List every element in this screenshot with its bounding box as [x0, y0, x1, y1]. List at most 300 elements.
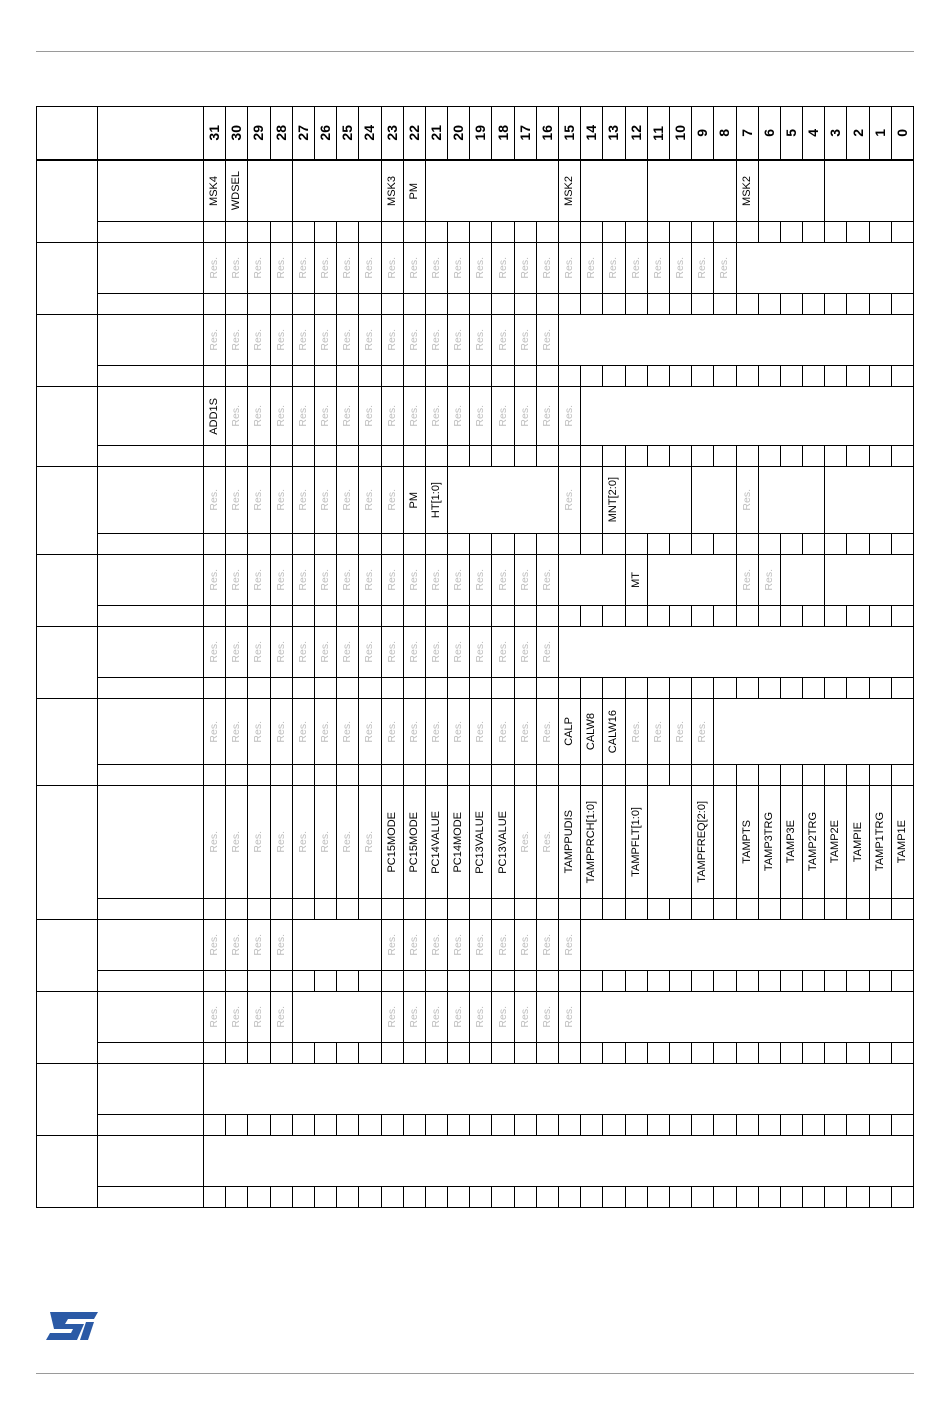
reset-value-cell: [736, 366, 758, 387]
field-pm: [403, 467, 425, 534]
reset-value-cell: [492, 971, 514, 992]
reserved-label: Res.: [319, 641, 332, 663]
reserved-bit-cell: [204, 555, 226, 606]
bit-header-10: [669, 107, 691, 161]
reset-value-cell: [603, 678, 625, 699]
reset-value-cell: [492, 1115, 514, 1136]
reset-value-cell: [625, 765, 647, 786]
reset-value-cell: [514, 446, 536, 467]
reset-value-cell: [314, 534, 336, 555]
field-add1s: [204, 387, 226, 446]
reserved-label: Res.: [474, 934, 487, 956]
reset-value-cell: [825, 606, 847, 627]
reset-value-cell: [359, 606, 381, 627]
reserved-bit-cell: [448, 243, 470, 294]
reserved-bit-cell: [337, 699, 359, 765]
reserved-bit-cell: [647, 243, 669, 294]
bit-number: 19: [472, 125, 489, 141]
reset-value-cell: [470, 446, 492, 467]
reset-value-cell: [692, 1187, 714, 1208]
reset-value-cell: [492, 678, 514, 699]
reserved-bit-cell: [581, 243, 603, 294]
reserved-label: Res.: [208, 720, 221, 743]
reserved-label: Res.: [762, 569, 775, 591]
reset-value-row: [37, 366, 914, 387]
reserved-bit-cell: [359, 387, 381, 446]
reset-value-cell: [248, 1115, 270, 1136]
bit-header-22: [403, 107, 425, 161]
reset-value-label-cell: [98, 606, 204, 627]
offset-cell: [37, 992, 98, 1064]
reserved-bit-cell: [514, 315, 536, 366]
empty-field-cell: [647, 786, 691, 899]
reserved-label: Res.: [252, 569, 265, 591]
reset-value-cell: [647, 606, 669, 627]
reset-value-cell: [603, 765, 625, 786]
reset-value-cell: [248, 294, 270, 315]
reserved-label: Res.: [363, 257, 376, 279]
reserved-label: Res.: [252, 720, 265, 743]
reserved-bit-cell: [514, 627, 536, 678]
empty-field-cell: [448, 467, 559, 534]
reset-value-cell: [581, 971, 603, 992]
reset-value-cell: [470, 1115, 492, 1136]
reserved-label: Res.: [563, 257, 576, 279]
register-row: [37, 786, 914, 899]
reset-value-cell: [825, 765, 847, 786]
reserved-label: Res.: [740, 489, 753, 511]
reset-value-cell: [603, 534, 625, 555]
reset-value-cell: [869, 1187, 891, 1208]
reset-value-cell: [669, 446, 691, 467]
reserved-bit-cell: [381, 467, 403, 534]
field-calw16: [603, 699, 625, 765]
field-label: CALP: [563, 717, 576, 746]
reset-value-cell: [381, 446, 403, 467]
reset-value-cell: [248, 765, 270, 786]
bit-number: 8: [716, 129, 733, 137]
reset-value-cell: [470, 678, 492, 699]
reserved-label: Res.: [230, 405, 243, 427]
reserved-label: Res.: [540, 1006, 553, 1028]
reset-value-cell: [625, 534, 647, 555]
reserved-bit-cell: [669, 243, 691, 294]
reset-value-cell: [669, 366, 691, 387]
field-pc13value: [492, 786, 514, 899]
bit-number: 15: [561, 125, 578, 141]
reserved-label: Res.: [252, 641, 265, 663]
reset-value-cell: [825, 678, 847, 699]
empty-field-cell: [425, 160, 558, 222]
reserved-label: Res.: [252, 329, 265, 351]
empty-field-cell: [714, 699, 914, 765]
register-header-cell: [98, 107, 204, 161]
reset-value-cell: [381, 366, 403, 387]
reset-value-cell: [891, 446, 913, 467]
reset-value-cell: [204, 1043, 226, 1064]
field-label: PC15MODE: [385, 811, 398, 873]
reserved-bit-cell: [381, 387, 403, 446]
reserved-label: Res.: [385, 257, 398, 279]
reserved-bit-cell: [403, 627, 425, 678]
reserved-label: Res.: [296, 489, 309, 511]
reset-value-cell: [292, 294, 314, 315]
reset-value-cell: [891, 534, 913, 555]
reset-value-label-cell: [98, 765, 204, 786]
reserved-bit-cell: [470, 920, 492, 971]
reset-value-cell: [248, 366, 270, 387]
reset-value-cell: [825, 222, 847, 243]
reserved-label: Res.: [363, 720, 376, 743]
reset-value-cell: [514, 366, 536, 387]
reserved-label: Res.: [363, 329, 376, 351]
reset-value-cell: [381, 606, 403, 627]
reset-value-cell: [758, 1187, 780, 1208]
reset-value-cell: [803, 606, 825, 627]
reserved-bit-cell: [270, 315, 292, 366]
reserved-label: Res.: [540, 569, 553, 591]
field-label: PC14MODE: [452, 811, 465, 873]
empty-field-cell: [581, 387, 914, 446]
reset-value-cell: [559, 678, 581, 699]
reset-value-cell: [536, 294, 558, 315]
reset-value-cell: [448, 765, 470, 786]
reset-value-cell: [714, 1115, 736, 1136]
bit-number: 26: [317, 125, 334, 141]
reserved-label: Res.: [319, 720, 332, 743]
register-name-cell: [98, 315, 204, 366]
reset-value-cell: [825, 1187, 847, 1208]
reserved-label: Res.: [252, 257, 265, 279]
bit-number: 4: [805, 129, 822, 137]
reset-value-cell: [248, 971, 270, 992]
reserved-bit-cell: [425, 387, 447, 446]
reserved-label: Res.: [274, 831, 287, 853]
reset-value-cell: [536, 366, 558, 387]
field-msk2: [559, 160, 581, 222]
reset-value-cell: [514, 971, 536, 992]
reserved-bit-cell: [204, 920, 226, 971]
field-pc15mode: [381, 786, 403, 899]
bit-number: 6: [760, 129, 777, 137]
reset-value-cell: [204, 606, 226, 627]
reset-value-cell: [381, 222, 403, 243]
empty-field-cell: [825, 160, 914, 222]
field-label: TAMPFLT[1:0]: [629, 807, 642, 877]
reset-value-cell: [403, 606, 425, 627]
reserved-bit-cell: [270, 992, 292, 1043]
reserved-label: Res.: [274, 1006, 287, 1028]
reset-value-cell: [337, 899, 359, 920]
field-label: CALW8: [585, 712, 598, 751]
reserved-label: Res.: [208, 257, 221, 279]
reset-value-cell: [359, 222, 381, 243]
reset-value-label-cell: [98, 446, 204, 467]
reserved-bit-cell: [337, 627, 359, 678]
reset-value-label-cell: [98, 222, 204, 243]
reset-value-cell: [780, 1115, 802, 1136]
reserved-label: Res.: [540, 257, 553, 279]
reserved-label: Res.: [518, 569, 531, 591]
bit-number: 5: [782, 129, 799, 137]
field-tamp3trg: [758, 786, 780, 899]
reserved-bit-cell: [381, 699, 403, 765]
reserved-label: Res.: [474, 329, 487, 351]
reserved-label: Res.: [651, 257, 664, 279]
reserved-bit-cell: [559, 920, 581, 971]
field-tampts: [736, 786, 758, 899]
register-name-cell: [98, 467, 204, 534]
reset-value-cell: [204, 1115, 226, 1136]
empty-field-cell: [559, 555, 626, 606]
field-tamp1trg: [869, 786, 891, 899]
reset-value-cell: [803, 1043, 825, 1064]
field-tampie: [847, 786, 869, 899]
reserved-label: Res.: [651, 720, 664, 743]
bit-header-17: [514, 107, 536, 161]
reset-value-cell: [359, 678, 381, 699]
reset-value-cell: [692, 678, 714, 699]
reserved-bit-cell: [736, 555, 758, 606]
reset-value-cell: [758, 971, 780, 992]
reserved-bit-cell: [425, 555, 447, 606]
reserved-label: Res.: [407, 257, 420, 279]
reset-value-cell: [869, 1043, 891, 1064]
reset-value-cell: [337, 1187, 359, 1208]
bit-header-15: [559, 107, 581, 161]
reserved-label: Res.: [496, 257, 509, 279]
bit-header-18: [492, 107, 514, 161]
reset-value-cell: [847, 971, 869, 992]
reserved-label: Res.: [696, 720, 709, 743]
reserved-bit-cell: [204, 627, 226, 678]
bit-header-14: [581, 107, 603, 161]
reserved-bit-cell: [248, 555, 270, 606]
reset-value-cell: [625, 606, 647, 627]
reset-value-cell: [581, 222, 603, 243]
reserved-label: Res.: [230, 831, 243, 853]
reset-value-cell: [514, 678, 536, 699]
reserved-bit-cell: [248, 627, 270, 678]
reset-value-cell: [448, 1115, 470, 1136]
reset-value-cell: [758, 366, 780, 387]
reset-value-cell: [891, 606, 913, 627]
register-name-cell: [98, 160, 204, 222]
bit-header-28: [270, 107, 292, 161]
reserved-bit-cell: [359, 315, 381, 366]
empty-field-cell: [825, 467, 914, 534]
bit-number: 11: [649, 125, 666, 141]
reserved-bit-cell: [448, 992, 470, 1043]
reserved-label: Res.: [341, 405, 354, 427]
reset-value-cell: [403, 971, 425, 992]
reset-value-cell: [425, 1187, 447, 1208]
field-label: MSK4: [208, 176, 221, 206]
reserved-bit-cell: [492, 387, 514, 446]
empty-field-cell: [758, 160, 825, 222]
reset-value-cell: [425, 606, 447, 627]
reserved-bit-cell: [314, 555, 336, 606]
reserved-bit-cell: [226, 627, 248, 678]
reserved-bit-cell: [625, 243, 647, 294]
reserved-bit-cell: [248, 315, 270, 366]
reset-value-cell: [847, 1115, 869, 1136]
reset-value-cell: [603, 446, 625, 467]
reset-value-cell: [204, 765, 226, 786]
reset-value-cell: [581, 1043, 603, 1064]
reserved-label: Res.: [563, 934, 576, 956]
reset-value-cell: [226, 222, 248, 243]
field-label: TAMPPRCH[1:0]: [585, 800, 598, 884]
reset-value-cell: [647, 971, 669, 992]
reset-value-cell: [337, 294, 359, 315]
bit-number: 22: [405, 125, 422, 141]
reserved-label: Res.: [540, 720, 553, 743]
register-name-cell: [98, 1136, 204, 1187]
reserved-bit-cell: [714, 243, 736, 294]
register-name-cell: [98, 387, 204, 446]
reset-value-cell: [669, 1115, 691, 1136]
reset-value-cell: [314, 678, 336, 699]
reserved-label: Res.: [407, 934, 420, 956]
reset-value-cell: [625, 1043, 647, 1064]
register-row: [37, 627, 914, 678]
reset-value-cell: [803, 678, 825, 699]
reset-value-cell: [448, 446, 470, 467]
offset-cell: [37, 160, 98, 243]
reset-value-cell: [692, 1115, 714, 1136]
reset-value-cell: [536, 678, 558, 699]
reset-value-cell: [603, 606, 625, 627]
field-label: WDSEL: [230, 171, 243, 211]
reserved-label: Res.: [230, 489, 243, 511]
reserved-label: Res.: [319, 257, 332, 279]
bit-number: 10: [672, 125, 689, 141]
reset-value-cell: [448, 899, 470, 920]
reset-value-cell: [226, 971, 248, 992]
reset-value-cell: [647, 1043, 669, 1064]
reserved-label: Res.: [363, 569, 376, 591]
reset-value-cell: [514, 1043, 536, 1064]
reset-value-cell: [270, 1043, 292, 1064]
reset-value-cell: [514, 899, 536, 920]
reserved-bit-cell: [270, 387, 292, 446]
reset-value-cell: [403, 294, 425, 315]
reserved-bit-cell: [425, 243, 447, 294]
reserved-label: Res.: [274, 641, 287, 663]
field-label: MT: [629, 572, 642, 588]
field-mnt-2-0: [603, 467, 625, 534]
reserved-label: Res.: [230, 1006, 243, 1028]
reset-value-cell: [869, 534, 891, 555]
reset-value-cell: [470, 222, 492, 243]
reserved-label: Res.: [629, 720, 642, 743]
reset-value-cell: [248, 222, 270, 243]
reserved-bit-cell: [514, 387, 536, 446]
reserved-label: Res.: [341, 641, 354, 663]
bit-header-0: [891, 107, 913, 161]
reset-value-cell: [714, 366, 736, 387]
reset-value-row: [37, 1043, 914, 1064]
reset-value-cell: [891, 971, 913, 992]
reset-value-cell: [536, 446, 558, 467]
reserved-label: Res.: [208, 329, 221, 351]
reserved-label: Res.: [208, 934, 221, 956]
reset-value-cell: [603, 1043, 625, 1064]
reset-value-cell: [780, 446, 802, 467]
reset-value-cell: [536, 1115, 558, 1136]
field-tampprch-1-0: [581, 786, 603, 899]
field-msk4: [204, 160, 226, 222]
empty-field-cell: [714, 786, 736, 899]
reset-value-cell: [559, 1187, 581, 1208]
reset-value-cell: [625, 1115, 647, 1136]
reserved-label: Res.: [208, 489, 221, 511]
reset-value-cell: [381, 1187, 403, 1208]
empty-field-cell: [825, 555, 914, 606]
empty-field-cell: [292, 920, 381, 971]
bit-number: 25: [339, 125, 356, 141]
reset-value-cell: [514, 765, 536, 786]
reset-value-cell: [825, 899, 847, 920]
reserved-bit-cell: [403, 920, 425, 971]
reset-value-cell: [270, 366, 292, 387]
reserved-bit-cell: [536, 699, 558, 765]
reset-value-cell: [736, 1115, 758, 1136]
reset-value-cell: [425, 294, 447, 315]
reserved-label: Res.: [674, 720, 687, 743]
field-label: PC14VALUE: [429, 810, 442, 874]
reserved-bit-cell: [403, 243, 425, 294]
reset-value-cell: [359, 765, 381, 786]
reset-value-cell: [647, 1115, 669, 1136]
reserved-bit-cell: [292, 627, 314, 678]
reserved-bit-cell: [536, 992, 558, 1043]
reset-value-cell: [403, 765, 425, 786]
reserved-label: Res.: [518, 831, 531, 853]
reserved-label: Res.: [319, 569, 332, 591]
reserved-bit-cell: [314, 786, 336, 899]
field-label: TAMPFREQ[2:0]: [696, 801, 709, 883]
offset-cell: [37, 467, 98, 555]
empty-field-cell: [204, 1136, 914, 1187]
reserved-bit-cell: [758, 555, 780, 606]
reset-value-cell: [559, 222, 581, 243]
reserved-bit-cell: [559, 243, 581, 294]
reset-value-cell: [492, 366, 514, 387]
reserved-bit-cell: [292, 699, 314, 765]
bit-header-30: [226, 107, 248, 161]
reserved-bit-cell: [270, 920, 292, 971]
reset-value-cell: [536, 1187, 558, 1208]
reserved-label: Res.: [319, 329, 332, 351]
reserved-bit-cell: [359, 699, 381, 765]
reset-value-cell: [780, 222, 802, 243]
reserved-label: Res.: [296, 641, 309, 663]
reset-value-row: [37, 1187, 914, 1208]
bit-number: 21: [427, 125, 444, 141]
reserved-label: Res.: [296, 831, 309, 853]
reset-value-cell: [581, 1115, 603, 1136]
reserved-label: Res.: [208, 1006, 221, 1028]
reserved-bit-cell: [204, 992, 226, 1043]
reset-value-cell: [248, 678, 270, 699]
bit-header-8: [714, 107, 736, 161]
reserved-bit-cell: [536, 555, 558, 606]
reset-value-cell: [869, 222, 891, 243]
field-label: TAMPIE: [851, 821, 864, 863]
reserved-bit-cell: [692, 243, 714, 294]
